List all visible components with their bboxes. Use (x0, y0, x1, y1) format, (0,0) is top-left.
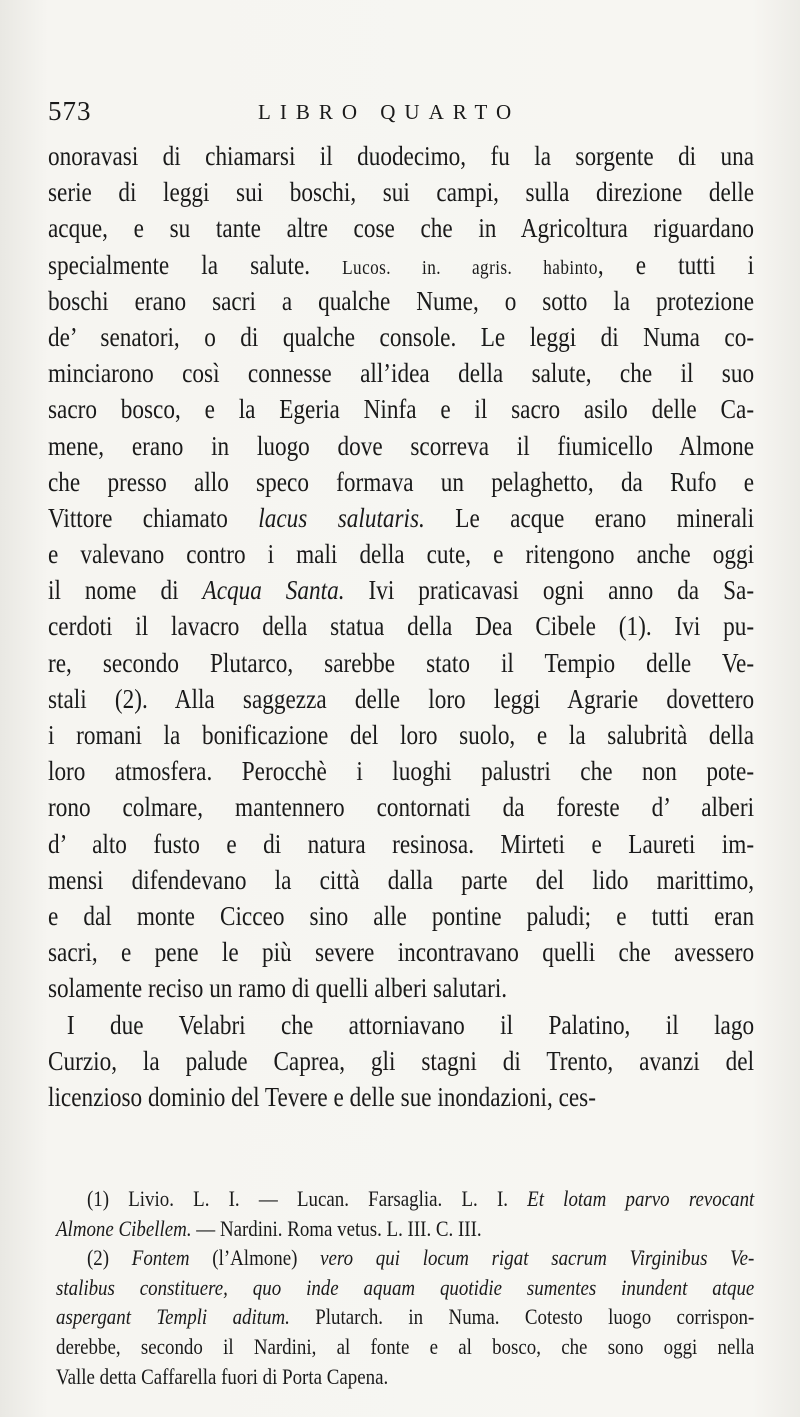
text-run: serie di leggi sui boschi, sui campi, sulla direzione delle (48, 177, 755, 208)
text-run: onoravasi di chiamarsi il duodecimo, fu la sorgente di una (48, 141, 755, 171)
text-run: re, secondo Plutarco, sarebbe stato il Tempio delle Ve- (48, 647, 755, 678)
text-run: Fontem (131, 1245, 190, 1271)
text-line (48, 174, 754, 210)
text-line (48, 210, 754, 246)
text-run: Ivi praticavasi ogni anno da Sa- (344, 575, 755, 606)
text-run: , e tutti i (597, 249, 755, 280)
text-run: Acqua Santa. (202, 575, 345, 606)
text-run: specialmente la salute. (48, 249, 343, 280)
text-run: che presso allo speco formava un pelaghetto, da Rufo e (48, 466, 755, 497)
footnote-line (56, 1273, 754, 1303)
text-run: I due Velabri che attorniavano il Palatino, il lago (66, 1009, 755, 1040)
text-run: derebbe, secondo il Nardini, al fonte e al bosco, che sono oggi nella (56, 1333, 755, 1359)
text-run: rono colmare, mantennero contornati da foreste d’ alberi (48, 792, 755, 823)
text-run: mene, erano in luogo dove scorreva il fiumicello Almone (48, 430, 755, 461)
text-run: (l’Almone) (189, 1245, 321, 1271)
text-run: Le acque erano minerali (424, 502, 755, 533)
text-line (48, 934, 754, 970)
text-line (48, 464, 754, 500)
text-line (48, 1007, 754, 1043)
text-run: d’ alto fusto e di natura resinosa. Mirteti e Laureti im- (48, 828, 755, 859)
text-line (48, 536, 754, 572)
text-line (48, 970, 754, 1006)
text-run: solamente reciso un ramo di quelli alberi salutari. (48, 973, 508, 1004)
text-run: mensi difendevano la città dalla parte del lido marittimo, (48, 864, 755, 895)
text-run: Almone Cibellem. (56, 1215, 192, 1241)
text-run: i romani la bonificazione del loro suolo, e la salubrità della (48, 720, 755, 750)
text-run: cerdoti il lavacro della statua della Dea Cibele (1). Ivi pu- (48, 611, 755, 642)
text-line (48, 319, 754, 355)
text-line (48, 1043, 754, 1079)
text-line (48, 1079, 754, 1115)
running-head: LIBRO QUARTO (258, 100, 521, 124)
text-run: boschi erano sacri a qualche Nume, o sotto la protezione (48, 285, 755, 316)
footnotes (56, 1184, 754, 1391)
text-run: acque, e su tante altre cose che in Agricoltura riguardano (48, 213, 755, 244)
footnote-line (56, 1362, 754, 1392)
text-run: — Nardini. Roma vetus. L. III. C. III. (191, 1215, 482, 1241)
text-run: e valevano contro i mali della cute, e ritengono anche oggi (48, 539, 755, 570)
text-line (48, 355, 754, 391)
text-line (48, 500, 754, 536)
footnote-line (56, 1214, 754, 1244)
page-header (48, 96, 752, 128)
text-line (48, 391, 754, 427)
footnote-line (56, 1184, 754, 1214)
text-run: (2) (86, 1245, 132, 1271)
text-line (48, 753, 754, 789)
text-run: de’ senatori, o di qualche console. Le leggi di Numa co- (48, 321, 755, 352)
text-run: aspergant Templi aditum. (56, 1304, 290, 1330)
text-run: Curzio, la palude Caprea, gli stagni di Trento, avanzi del (48, 1045, 755, 1076)
text-run: licenzioso dominio del Tevere e delle sue inondazioni, ces- (48, 1081, 596, 1112)
text-run: Valle detta Caffarella fuori di Porta Capena. (56, 1363, 389, 1389)
footnote-line (56, 1243, 754, 1273)
main-text (48, 138, 754, 1115)
footnote-line (56, 1332, 754, 1362)
text-line (48, 826, 754, 862)
text-line (48, 681, 754, 717)
text-run: Et lotam parvo revocant (527, 1186, 755, 1211)
text-run: Vittore chiamato (48, 502, 259, 533)
text-run: il nome di (48, 575, 203, 606)
text-run: lacus salutaris. (258, 502, 425, 533)
text-run: Lucos. in. agris. habinto (342, 256, 598, 279)
text-run: (1) Livio. L. I. — Lucan. Farsaglia. L. I. (86, 1186, 528, 1211)
text-run: loro atmosfera. Perocchè i luoghi palustri che non pote- (48, 756, 755, 787)
text-run: sacro bosco, e la Egeria Ninfa e il sacro asilo delle Ca- (48, 394, 755, 425)
text-line (48, 283, 754, 319)
text-line (48, 645, 754, 681)
text-run: minciarono così connesse all’idea della salute, che il suo (48, 358, 755, 389)
text-line (48, 789, 754, 825)
page-number: 573 (48, 96, 92, 126)
text-line (48, 572, 754, 608)
text-run: e dal monte Cicceo sino alle pontine paludi; e tutti eran (48, 900, 755, 931)
text-line (48, 717, 754, 753)
text-line (48, 247, 754, 283)
text-run: stali (2). Alla saggezza delle loro leggi Agrarie dovettero (48, 683, 755, 714)
text-line (48, 898, 754, 934)
text-run: vero qui locum rigat sacrum Virginibus Ve- (320, 1245, 755, 1271)
text-line (48, 138, 754, 174)
text-run: stalibus constituere, quo inde aquam quotidie sumentes inundent atque (56, 1274, 755, 1300)
text-run: Plutarch. in Numa. Cotesto luogo corrispon- (289, 1304, 755, 1330)
text-line (48, 608, 754, 644)
text-line (48, 862, 754, 898)
text-line (48, 428, 754, 464)
footnote-line (56, 1302, 754, 1332)
text-run: sacri, e pene le più severe incontravano quelli che avessero (48, 937, 755, 968)
